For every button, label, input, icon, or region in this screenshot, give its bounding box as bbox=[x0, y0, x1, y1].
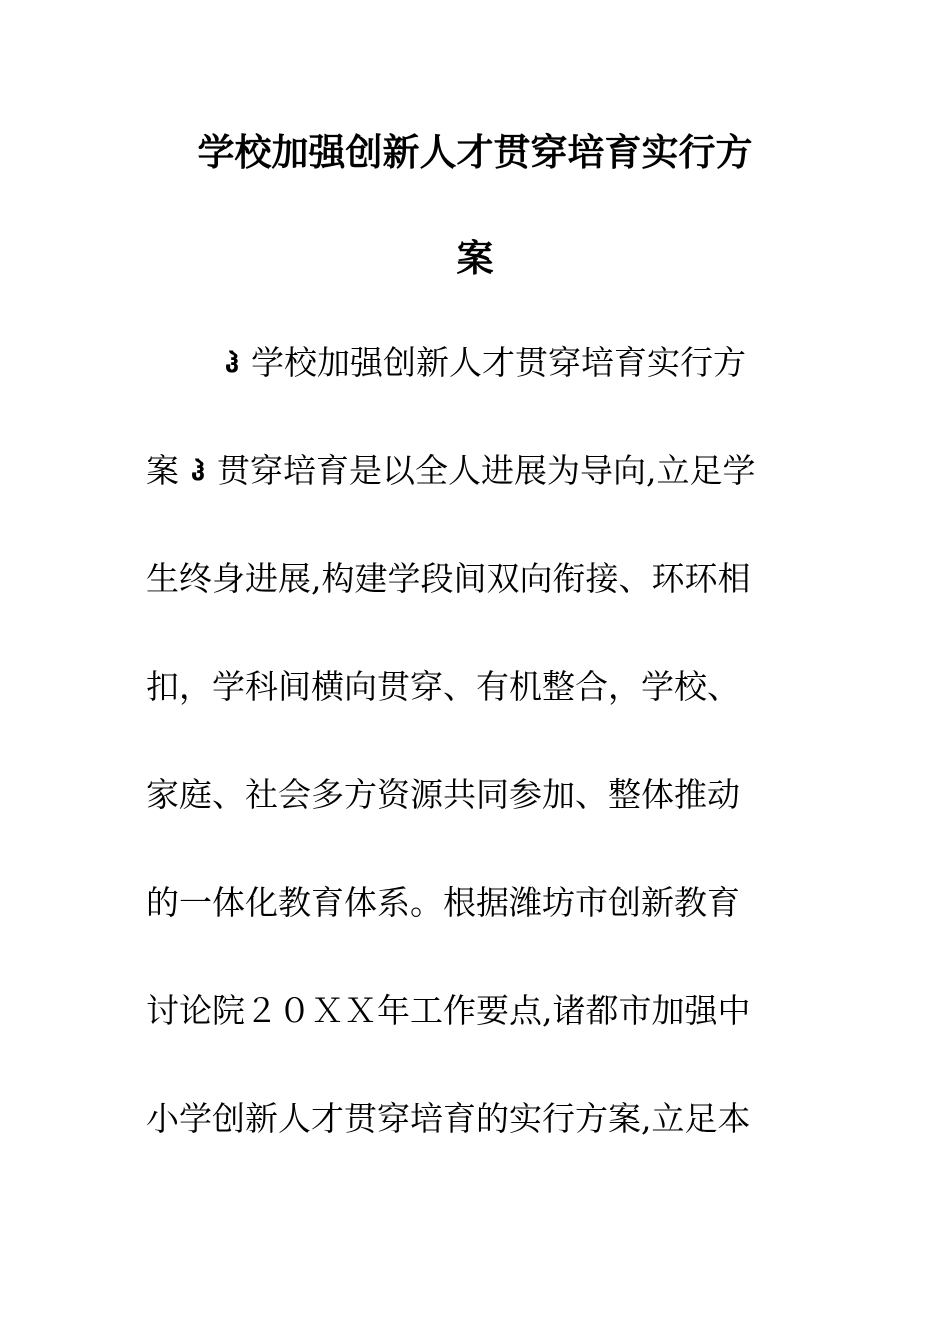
paragraph-line-8: 小学创新人才贯穿培育的实行方案,立足本 bbox=[146, 1099, 751, 1138]
document-title-line-1: 学校加强创新人才贯穿培育实行方 bbox=[197, 131, 753, 174]
paragraph-line-6: 的一体化教育体系。根据潍坊市创新教育 bbox=[146, 883, 740, 922]
paragraph-line-3: 生终身进展,构建学段间双向衔接、环环相 bbox=[146, 559, 751, 598]
bullet-glyph-icon: ჰ bbox=[190, 457, 206, 487]
paragraph-text: 案 bbox=[146, 451, 179, 490]
paragraph-line-4: 扣，学科间横向贯穿、有机整合，学校、 bbox=[146, 667, 740, 706]
paragraph-line-1 bbox=[213, 343, 746, 384]
paragraph-text: 贯穿培育是以全人进展为导向,立足学 bbox=[217, 451, 756, 490]
paragraph-text: 学校加强创新人才贯穿培育实行方 bbox=[251, 343, 746, 382]
paragraph-line-7: 讨论院２０ＸＸ年工作要点,诸都市加强中 bbox=[146, 991, 751, 1030]
paragraph-line-2 bbox=[146, 451, 756, 492]
bullet-glyph-icon: ჰ bbox=[224, 349, 240, 379]
paragraph-line-5: 家庭、社会多方资源共同参加、整体推动 bbox=[146, 775, 740, 814]
document-title-line-2: 案 bbox=[456, 237, 494, 280]
